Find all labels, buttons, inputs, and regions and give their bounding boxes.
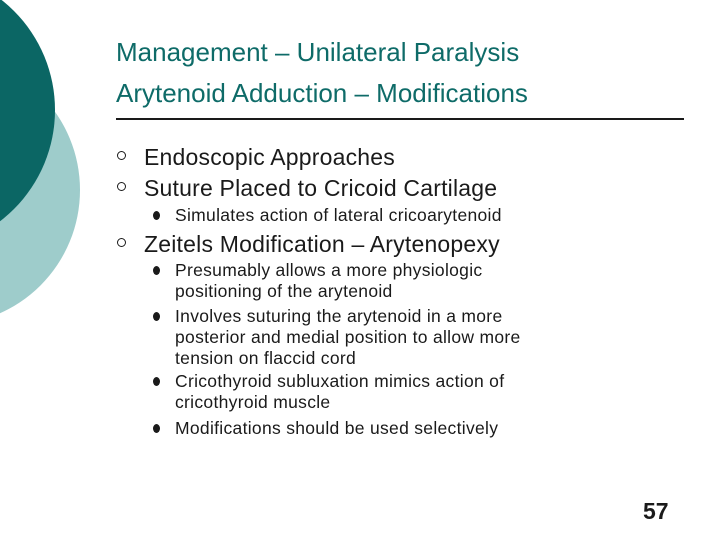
sub-bullet-simulates-action	[175, 205, 502, 226]
filled-dot-bullet-icon	[153, 424, 160, 433]
sub-bullet-line: Modifications should be used selectively	[175, 418, 499, 438]
bullet-text: Suture Placed to Cricoid Cartilage	[144, 175, 498, 201]
hollow-circle-bullet-icon	[117, 151, 126, 160]
page-number: 57	[643, 498, 669, 524]
slide-title-line-2: Arytenoid Adduction – Modifications	[116, 78, 528, 108]
sub-bullet-line: Involves suturing the arytenoid in a more	[175, 306, 503, 326]
dark-teal-circle	[0, 0, 55, 250]
sub-bullet-line: cricothyroid muscle	[175, 392, 331, 412]
bullet-suture-placed	[144, 174, 497, 202]
filled-dot-bullet-icon	[153, 377, 160, 386]
sub-bullet-line: Presumably allows a more physiologic	[175, 260, 483, 280]
title-divider	[116, 118, 684, 120]
sub-bullet-line: positioning of the arytenoid	[175, 281, 393, 301]
sub-bullet-line: tension on flaccid cord	[175, 348, 357, 368]
filled-dot-bullet-icon	[153, 266, 160, 275]
sub-bullet-modifications-selectively	[175, 418, 498, 439]
slide-title-line-1: Management – Unilateral Paralysis	[116, 37, 520, 67]
hollow-circle-bullet-icon	[117, 182, 126, 191]
sub-bullet-suturing-arytenoid	[175, 306, 521, 369]
bullet-endoscopic-approaches	[144, 143, 395, 171]
sub-bullet-line: posterior and medial position to allow more	[175, 327, 521, 347]
bullet-zeitels-modification	[144, 230, 500, 258]
light-teal-circle	[0, 55, 80, 325]
filled-dot-bullet-icon	[153, 312, 160, 321]
sub-bullet-cricothyroid-subluxation	[175, 371, 504, 413]
bullet-text: Zeitels Modification – Arytenopexy	[144, 231, 500, 257]
filled-dot-bullet-icon	[153, 211, 160, 220]
sub-bullet-physiologic-positioning	[175, 260, 482, 302]
sub-bullet-line: Simulates action of lateral cricoarytenoid	[175, 205, 502, 225]
sub-bullet-line: Cricothyroid subluxation mimics action of	[175, 371, 505, 391]
bullet-text: Endoscopic Approaches	[144, 144, 395, 170]
hollow-circle-bullet-icon	[117, 238, 126, 247]
